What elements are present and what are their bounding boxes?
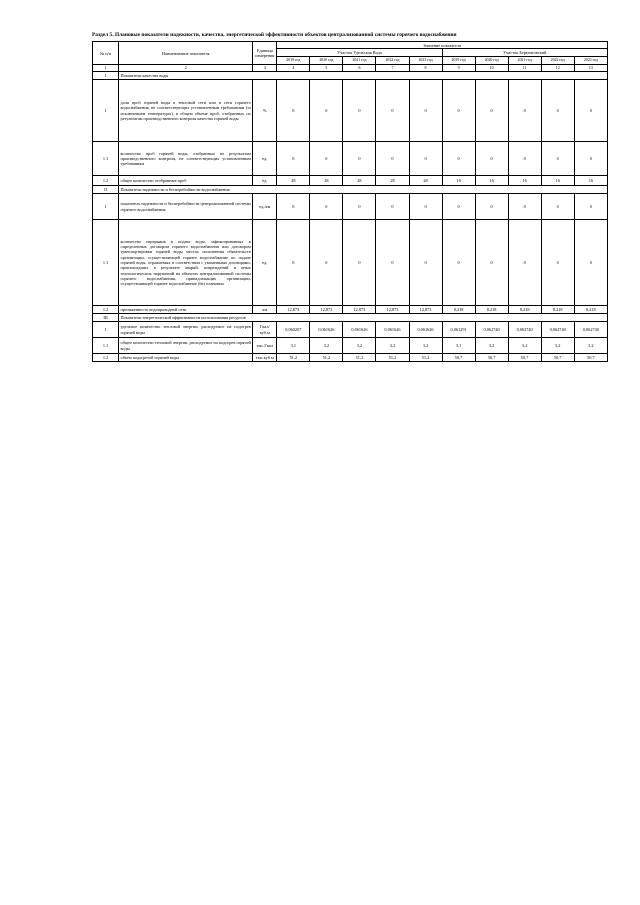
header-year: 2020 год [475, 57, 508, 65]
section-title: Показатели качества воды [119, 72, 608, 80]
section-number: III [93, 314, 119, 322]
value-cell: 51,2 [343, 354, 376, 362]
value-cell: 0 [343, 220, 376, 306]
value-cell: 51,2 [277, 354, 310, 362]
value-cell: 0 [409, 80, 442, 142]
header-year: 2021 год [343, 57, 376, 65]
value-cell: 0 [541, 220, 574, 306]
value-cell: 3,2 [574, 338, 607, 354]
value-cell: 0 [310, 220, 343, 306]
value-cell: 16 [442, 176, 475, 186]
column-number: 7 [376, 65, 409, 72]
column-number: 13 [574, 65, 607, 72]
header-year: 2023 год [574, 57, 607, 65]
value-cell: 0 [376, 194, 409, 220]
indicator-name: количество проб горячей воды, отобранных по результатам производственного контроля, не соответствующих установленным требованиям [119, 142, 253, 176]
section-title: Показатели надежности и бесперебойности водоснабжения [119, 186, 608, 194]
section-row [93, 314, 608, 322]
value-cell: 3,1 [277, 338, 310, 354]
value-cell: 0 [508, 142, 541, 176]
value-cell: 12,873 [343, 306, 376, 314]
value-cell: 0 [376, 220, 409, 306]
column-number: 1 [93, 65, 119, 72]
table-row [93, 220, 608, 306]
indicator-name: объем подогретой горячей воды [119, 354, 253, 362]
section-number: II [93, 186, 119, 194]
value-cell: 8,218 [508, 306, 541, 314]
table-row [93, 322, 608, 338]
value-cell: 0 [343, 142, 376, 176]
value-cell: 0 [508, 194, 541, 220]
value-cell: 0 [310, 194, 343, 220]
header-year: 2021 год [508, 57, 541, 65]
value-cell: 0 [277, 194, 310, 220]
column-number: 3 [253, 65, 277, 72]
column-number: 11 [508, 65, 541, 72]
value-cell: 50,7 [541, 354, 574, 362]
header-year: 2019 год [277, 57, 310, 65]
column-number: 10 [475, 65, 508, 72]
row-number: 1.1 [93, 142, 119, 176]
value-cell: 0,061626 [310, 322, 343, 338]
value-cell: 8,218 [475, 306, 508, 314]
value-cell: 16 [508, 176, 541, 186]
value-cell: 0 [442, 220, 475, 306]
value-cell: 0 [310, 142, 343, 176]
value-cell: 0 [574, 142, 607, 176]
value-cell: 0 [475, 194, 508, 220]
value-cell: 0 [343, 80, 376, 142]
value-cell: 3,2 [409, 338, 442, 354]
value-cell: 0 [409, 142, 442, 176]
row-number: 1.1 [93, 338, 119, 354]
unit: Гкал/ куб.м [253, 322, 277, 338]
column-number: 6 [343, 65, 376, 72]
value-cell: 0 [475, 142, 508, 176]
value-cell: 12,873 [277, 306, 310, 314]
indicator-name: количество перерывов в подаче воды, зафиксированных в определенных договором горячего водоснабжения или договором транспортировки горячей воды местах исполнения обязательств организации, осуществляющей горячее водоснабжение по подаче горячей воды, отражаемых в соответствии с указанными договорами, произошедших в результате аварий, повреждений и иных технологических нарушений на объектах централизованной системы горячего водоснабжения, принадлежащих организации, осуществляющей горячее водоснабжение (без плановых [119, 220, 253, 306]
indicator-name: протяженность водопроводной сети [119, 306, 253, 314]
value-cell: 0 [574, 220, 607, 306]
unit: % [253, 80, 277, 142]
value-cell: 0 [343, 194, 376, 220]
row-number: 1 [93, 322, 119, 338]
value-cell: 0 [508, 220, 541, 306]
value-cell: 3,1 [442, 338, 475, 354]
header-year: 2019 год [442, 57, 475, 65]
value-cell: 12,873 [376, 306, 409, 314]
value-cell: 50,7 [508, 354, 541, 362]
value-cell: 3,2 [310, 338, 343, 354]
indicator-name: доля проб горячей воды в тепловой сети или в сети горячего водоснабжения, не соответствующих установленным требованиям (за исключением температуры), в общем объеме проб, отобранных по результатам производственного контроля качества горячей воды [119, 80, 253, 142]
table-row [93, 80, 608, 142]
value-cell: 51,2 [310, 354, 343, 362]
row-number: 1 [93, 80, 119, 142]
unit: тыс.куб.м [253, 354, 277, 362]
section-title: Показатели энергетической эффективности использования ресурсов [119, 314, 608, 322]
unit: тыс.Гкал [253, 338, 277, 354]
value-cell: 28 [409, 176, 442, 186]
value-cell: 50,7 [442, 354, 475, 362]
value-cell: 0 [310, 80, 343, 142]
value-cell: 0 [442, 142, 475, 176]
table-row [93, 194, 608, 220]
value-cell: 0 [574, 194, 607, 220]
column-number: 12 [541, 65, 574, 72]
value-cell: 51,2 [409, 354, 442, 362]
value-cell: 8,218 [442, 306, 475, 314]
value-cell: 3,2 [541, 338, 574, 354]
value-cell: 16 [475, 176, 508, 186]
value-cell: 0 [475, 220, 508, 306]
value-cell: 0 [277, 220, 310, 306]
table-header [93, 42, 608, 72]
row-number: 1.2 [93, 306, 119, 314]
value-cell: 0 [541, 194, 574, 220]
section-number: I [93, 72, 119, 80]
unit: ед. [253, 220, 277, 306]
indicator-name: общее количество отобранных проб [119, 176, 253, 186]
unit: ед. [253, 142, 277, 176]
value-cell: 28 [277, 176, 310, 186]
header-values-group: Значение показателя [277, 42, 608, 49]
value-cell: 3,2 [376, 338, 409, 354]
page-title: Раздел 5. Плановые показатели надежности, качества, энергетической эффективности объектов централизованной системы горячего водоснабжения [92, 32, 457, 38]
column-number: 8 [409, 65, 442, 72]
indicators-table [92, 41, 608, 362]
value-cell: 0 [409, 194, 442, 220]
value-cell: 0,062740 [475, 322, 508, 338]
value-cell: 0,060207 [277, 322, 310, 338]
column-number: 5 [310, 65, 343, 72]
value-cell: 28 [343, 176, 376, 186]
table-row [93, 176, 608, 186]
value-cell: 50,7 [475, 354, 508, 362]
unit: км [253, 306, 277, 314]
section-row [93, 72, 608, 80]
row-number: 1.1 [93, 220, 119, 306]
value-cell: 0,062740 [574, 322, 607, 338]
header-num: № п/п [93, 42, 119, 65]
unit: ед./км [253, 194, 277, 220]
value-cell: 50,7 [574, 354, 607, 362]
column-number: 9 [442, 65, 475, 72]
value-cell: 28 [310, 176, 343, 186]
table-row [93, 306, 608, 314]
value-cell: 0,062740 [508, 322, 541, 338]
header-year: 2023 год [409, 57, 442, 65]
header-unit: Единица измерения [253, 42, 277, 65]
value-cell: 0 [574, 80, 607, 142]
value-cell: 0,061626 [343, 322, 376, 338]
table-body [93, 72, 608, 362]
value-cell: 28 [376, 176, 409, 186]
column-number: 4 [277, 65, 310, 72]
row-number: 1 [93, 194, 119, 220]
indicator-name: удельное количество тепловой энергии, расходуемое на подогрев горячей воды [119, 322, 253, 338]
value-cell: 0,061291 [442, 322, 475, 338]
table-row [93, 338, 608, 354]
value-cell: 16 [574, 176, 607, 186]
header-year: 2022 год [376, 57, 409, 65]
row-number: 1.2 [93, 354, 119, 362]
value-cell: 0 [376, 142, 409, 176]
value-cell: 0 [409, 220, 442, 306]
column-number: 2 [119, 65, 253, 72]
value-cell: 0 [541, 142, 574, 176]
header-area-2: Участок Березитовский [442, 49, 607, 57]
value-cell: 0,061626 [376, 322, 409, 338]
unit: ед. [253, 176, 277, 186]
value-cell: 12,873 [409, 306, 442, 314]
value-cell: 0,062740 [541, 322, 574, 338]
value-cell: 0 [541, 80, 574, 142]
value-cell: 16 [541, 176, 574, 186]
value-cell: 51,2 [376, 354, 409, 362]
header-name: Наименование показателя [119, 42, 253, 65]
value-cell: 3,2 [475, 338, 508, 354]
value-cell: 12,873 [310, 306, 343, 314]
value-cell: 8,218 [541, 306, 574, 314]
row-number: 1.2 [93, 176, 119, 186]
value-cell: 0 [442, 80, 475, 142]
value-cell: 3,2 [343, 338, 376, 354]
value-cell: 0 [376, 80, 409, 142]
value-cell: 3,2 [508, 338, 541, 354]
value-cell: 0,061626 [409, 322, 442, 338]
table-row [93, 142, 608, 176]
section-row [93, 186, 608, 194]
table-row [93, 354, 608, 362]
header-area-1: Участок Удельская Вода [277, 49, 442, 57]
value-cell: 0 [475, 80, 508, 142]
header-year: 2022 год [541, 57, 574, 65]
value-cell: 0 [442, 194, 475, 220]
indicator-name: показатель надежности и бесперебойности централизованной системы горячего водоснабжения [119, 194, 253, 220]
value-cell: 0 [277, 80, 310, 142]
value-cell: 8,218 [574, 306, 607, 314]
value-cell: 0 [508, 80, 541, 142]
value-cell: 0 [277, 142, 310, 176]
indicator-name: общее количество тепловой энергии, расходуемое на подогрев горячей воды [119, 338, 253, 354]
header-year: 2020 год [310, 57, 343, 65]
